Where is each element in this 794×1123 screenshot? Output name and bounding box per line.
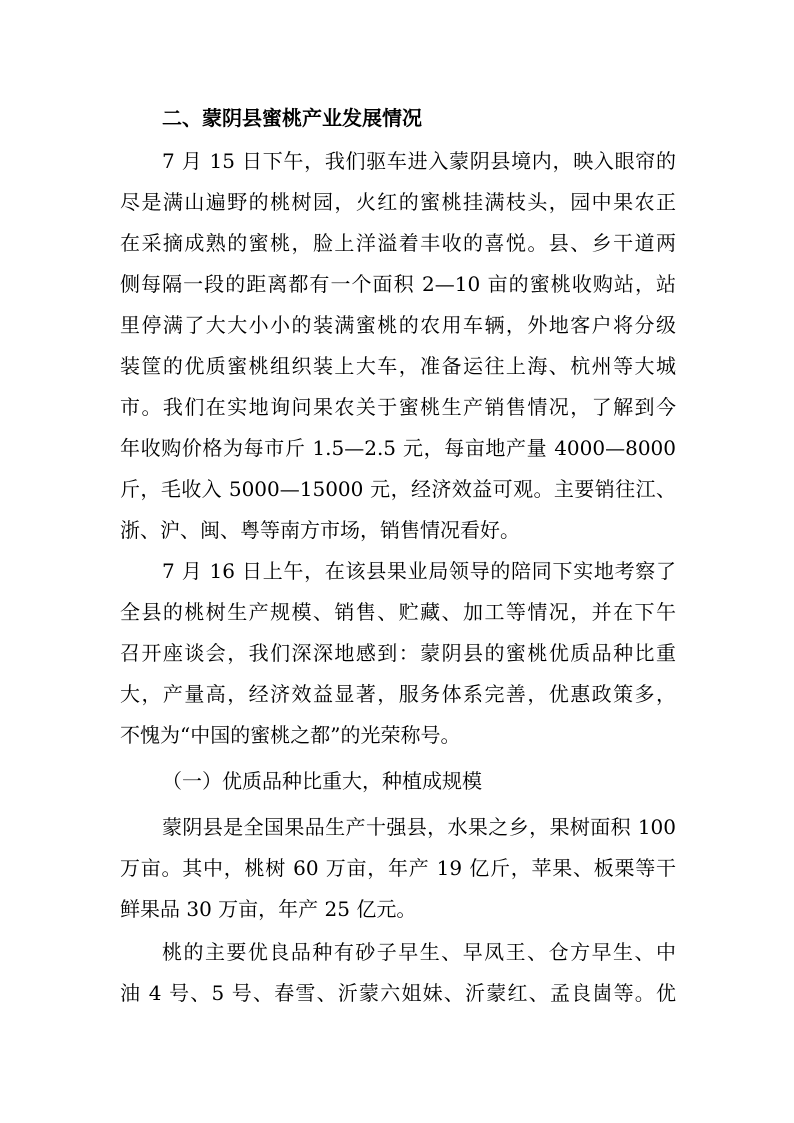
paragraph-4-line: 桃的主要优良品种有砂子早生、早凤王、仓方早生、中 (162, 940, 676, 964)
paragraph-4-line: 油 4 号、5 号、春雪、沂蒙六姐妹、沂蒙红、孟良崮等。优 (120, 981, 676, 1005)
paragraph-1-line: 7 月 15 日下午，我们驱车进入蒙阴县境内，映入眼帘的 (162, 149, 676, 173)
paragraph-1-line: 装筐的优质蜜桃组织装上大车，准备运往上海、杭州等大城 (120, 354, 676, 378)
paragraph-1-line: 里停满了大大小小的装满蜜桃的农用车辆，外地客户将分级 (120, 313, 676, 337)
paragraph-1-line: 浙、沪、闽、粤等南方市场，销售情况看好。 (120, 518, 520, 542)
paragraph-3-line: 蒙阴县是全国果品生产十强县，水果之乡，果树面积 100 (162, 815, 676, 839)
paragraph-2-line: 全县的桃树生产规模、销售、贮藏、加工等情况，并在下午 (120, 600, 676, 624)
paragraph-1-line: 斤，毛收入 5000—15000 元，经济效益可观。主要销往江、 (120, 477, 676, 501)
paragraph-3-line: 鲜果品 30 万亩，年产 25 亿元。 (120, 897, 417, 921)
subsection-heading: （一）优质品种比重大，种植成规模 (162, 769, 482, 793)
paragraph-1-line: 市。我们在实地询问果农关于蜜桃生产销售情况，了解到今 (120, 395, 676, 419)
paragraph-2-line: 7 月 16 日上午，在该县果业局领导的陪同下实地考察了 (162, 559, 676, 583)
paragraph-1-line: 年收购价格为每市斤 1.5—2.5 元，每亩地产量 4000—8000 (120, 436, 676, 460)
section-heading: 二、蒙阴县蜜桃产业发展情况 (162, 106, 422, 130)
paragraph-3-line: 万亩。其中，桃树 60 万亩，年产 19 亿斤，苹果、板栗等干 (120, 856, 676, 880)
paragraph-2-line: 召开座谈会，我们深深地感到：蒙阴县的蜜桃优质品种比重 (120, 641, 676, 665)
paragraph-2-line: 大，产量高，经济效益显著，服务体系完善，优惠政策多， (120, 682, 676, 706)
paragraph-1-line: 尽是满山遍野的桃树园，火红的蜜桃挂满枝头，园中果农正 (120, 190, 676, 214)
paragraph-1-line: 侧每隔一段的距离都有一个面积 2—10 亩的蜜桃收购站，站 (120, 272, 676, 296)
paragraph-2-line: 不愧为“中国的蜜桃之都”的光荣称号。 (120, 723, 461, 747)
paragraph-1-line: 在采摘成熟的蜜桃，脸上洋溢着丰收的喜悦。县、乡干道两 (120, 231, 676, 255)
